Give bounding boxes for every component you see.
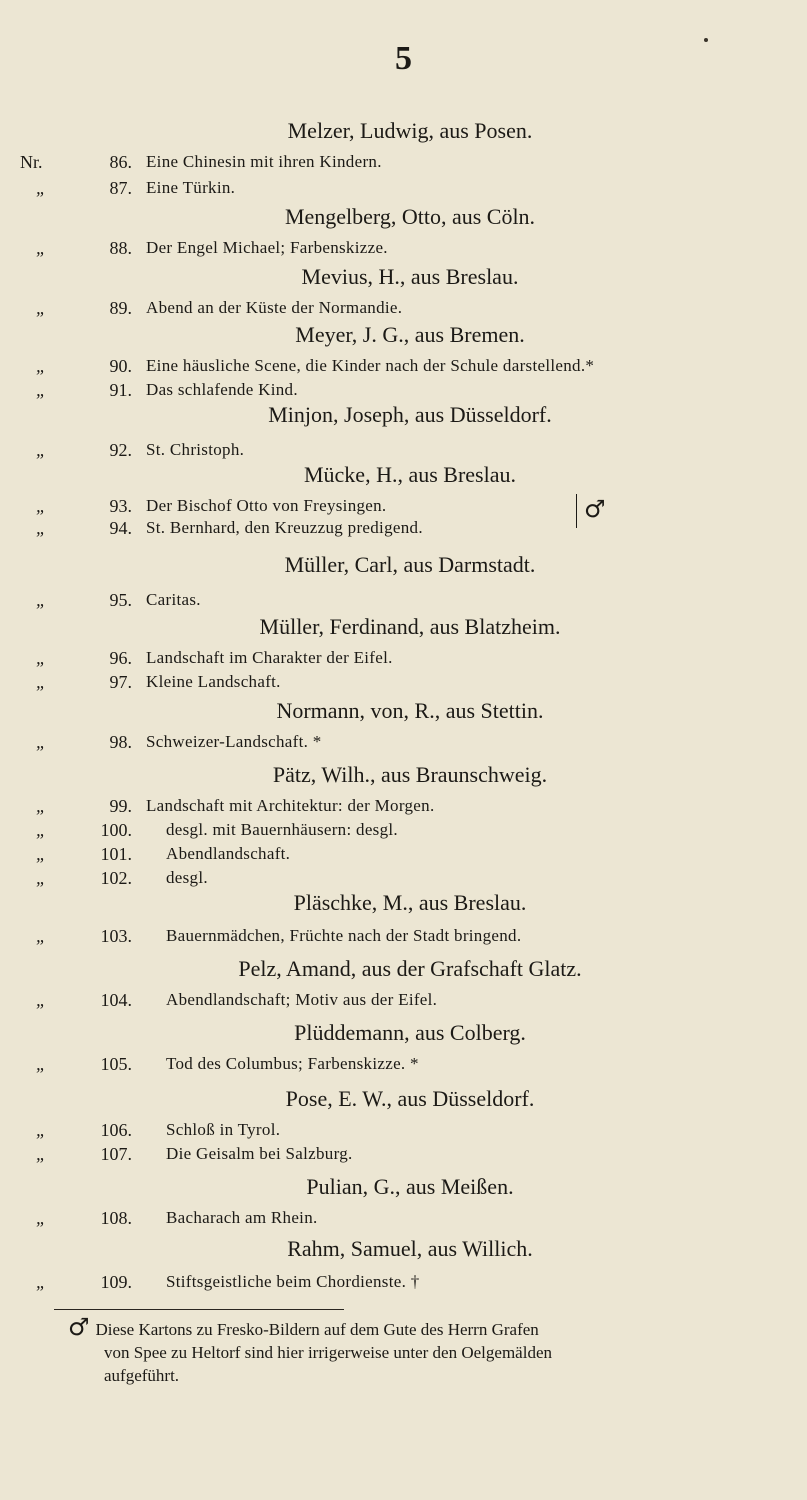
artwork-title: Eine häusliche Scene, die Kinder nach der Schule darstellend.* [146,356,595,375]
catalog-row [0,1120,807,1142]
catalog-row [0,868,807,890]
ditto-mark: „ [36,1272,47,1292]
artwork-title: Caritas. [146,590,201,609]
artwork-title: Landschaft im Charakter der Eifel. [146,648,393,667]
catalog-number: 107. [100,1144,132,1164]
catalog-number: 96. [109,648,132,668]
ditto-mark: „ [36,732,47,752]
artist-heading: Mengelberg, Otto, aus Cöln. [284,204,536,229]
footnote [68,1313,778,1387]
catalog-row [0,1272,807,1294]
catalog-row [0,178,807,200]
catalog-row [0,496,807,518]
artwork-title: Schweizer-Landschaft. * [146,732,322,751]
catalog-number: 95. [109,590,132,610]
footnote-reference-icon: ♂ [584,495,606,523]
catalog-row [0,440,807,462]
artwork-title: Kleine Landschaft. [146,672,281,691]
artwork-title: Abendlandschaft; Motiv aus der Eifel. [166,990,438,1009]
catalog-row [0,648,807,670]
artist-heading: Melzer, Ludwig, aus Posen. [287,118,533,143]
artist-heading: Müller, Ferdinand, aus Blatzheim. [259,614,561,639]
catalog-row [0,926,807,948]
artist-heading: Normann, von, R., aus Stettin. [276,698,544,723]
artwork-title: Landschaft mit Architektur: der Morgen. [146,796,435,815]
catalog-number: 88. [109,238,132,258]
ditto-mark: „ [36,844,47,864]
ditto-mark: „ [36,820,47,840]
catalog-row [0,672,807,694]
ditto-mark: „ [36,990,47,1010]
catalog-row [0,990,807,1012]
ditto-mark: „ [36,796,47,816]
ditto-mark: „ [36,518,47,538]
artist-heading: Minjon, Joseph, aus Düsseldorf. [268,402,552,427]
catalog-number: 100. [100,820,132,840]
catalog-number: 86. [109,152,132,172]
ditto-mark: „ [36,590,47,610]
artist-heading: Pelz, Amand, aus der Grafschaft Glatz. [238,956,582,981]
catalog-number: 97. [109,672,132,692]
ditto-mark: „ [36,1208,47,1228]
artist-heading: Pulian, G., aus Meißen. [306,1174,514,1199]
artwork-title: Tod des Columbus; Farbenskizze. * [166,1054,419,1073]
artist-heading: Rahm, Samuel, aus Willich. [287,1236,533,1261]
ditto-mark: „ [36,238,47,258]
catalog-row [0,356,807,378]
artist-heading: Müller, Carl, aus Darmstadt. [284,552,536,577]
ditto-mark: „ [36,356,47,376]
artwork-title: Eine Türkin. [146,178,236,197]
catalog-number: 102. [100,868,132,888]
catalog-number: 106. [100,1120,132,1140]
catalog-row [0,152,807,174]
catalog-row [0,380,807,402]
catalog-number: 87. [109,178,132,198]
artwork-title: Abend an der Küste der Normandie. [146,298,403,317]
artwork-title: desgl. [166,868,208,887]
catalog-row [0,1144,807,1166]
artist-heading: Mevius, H., aus Breslau. [301,264,519,289]
footnote-line: von Spee zu Heltorf sind hier irrigerweise unter den Oelgemälden [104,1343,552,1362]
catalog-row [0,820,807,842]
artwork-title: St. Christoph. [146,440,245,459]
page-number: 5 [395,40,412,77]
row-prefix: Nr. [20,152,43,172]
catalog-row [0,1054,807,1076]
catalog-number: 94. [109,518,132,538]
catalog-row [0,844,807,866]
footnote-symbol-icon: ♂ [68,1313,90,1341]
footnote-line [68,1313,778,1341]
artwork-title: Die Geisalm bei Salzburg. [166,1144,353,1163]
catalog-number: 105. [100,1054,132,1074]
catalog-number: 89. [109,298,132,318]
catalog-row [0,732,807,754]
ditto-mark: „ [36,1054,47,1074]
artist-heading: Mücke, H., aus Breslau. [303,462,516,487]
catalog-number: 103. [100,926,132,946]
catalog-row [0,238,807,260]
artwork-title: Bacharach am Rhein. [166,1208,318,1227]
footnote-divider [54,1309,344,1310]
catalog-number: 93. [109,496,132,516]
ditto-mark: „ [36,868,47,888]
ditto-mark: „ [36,648,47,668]
footnote-text: Diese Kartons zu Fresko-Bildern auf dem Gute des Herrn Grafen [95,1320,539,1339]
ditto-mark: „ [36,672,47,692]
catalog-number: 109. [100,1272,132,1292]
artwork-title: Stiftsgeistliche beim Chordienste. † [166,1272,420,1291]
artwork-title: Bauernmädchen, Früchte nach der Stadt bringend. [166,926,522,945]
catalog-number: 92. [109,440,132,460]
ditto-mark: „ [36,496,47,516]
catalog-row [0,1208,807,1230]
catalog-number: 90. [109,356,132,376]
grouping-bracket [568,494,577,528]
artwork-title: Eine Chinesin mit ihren Kindern. [146,152,382,171]
catalog-row [0,518,807,540]
catalog-number: 98. [109,732,132,752]
catalog-number: 99. [109,796,132,816]
artwork-title: Der Engel Michael; Farbenskizze. [146,238,388,257]
ditto-mark: „ [36,298,47,318]
artwork-title: Der Bischof Otto von Freysingen. [146,496,387,515]
artist-heading: Pose, E. W., aus Düsseldorf. [285,1086,535,1111]
catalog-row [0,298,807,320]
artwork-title: Schloß in Tyrol. [166,1120,281,1139]
artwork-title: Das schlafende Kind. [146,380,298,399]
ditto-mark: „ [36,380,47,400]
ditto-mark: „ [36,926,47,946]
ditto-mark: „ [36,1144,47,1164]
footnote-line: aufgeführt. [104,1366,180,1385]
ditto-mark: „ [36,178,47,198]
artwork-title: St. Bernhard, den Kreuzzug predigend. [146,518,423,537]
catalog-number: 104. [100,990,132,1010]
artwork-title: Abendlandschaft. [166,844,291,863]
ditto-mark: „ [36,1120,47,1140]
artist-heading: Pätz, Wilh., aus Braunschweig. [272,762,548,787]
artist-heading: Meyer, J. G., aus Bremen. [295,322,525,347]
catalog-number: 91. [109,380,132,400]
ditto-mark: „ [36,440,47,460]
catalog-row [0,590,807,612]
artwork-title: desgl. mit Bauernhäusern: desgl. [166,820,398,839]
catalog-number: 108. [100,1208,132,1228]
catalog-number: 101. [100,844,132,864]
artist-heading: Plüddemann, aus Colberg. [294,1020,526,1045]
catalog-row [0,796,807,818]
ink-spot [704,38,708,42]
artist-heading: Pläschke, M., aus Breslau. [293,890,527,915]
